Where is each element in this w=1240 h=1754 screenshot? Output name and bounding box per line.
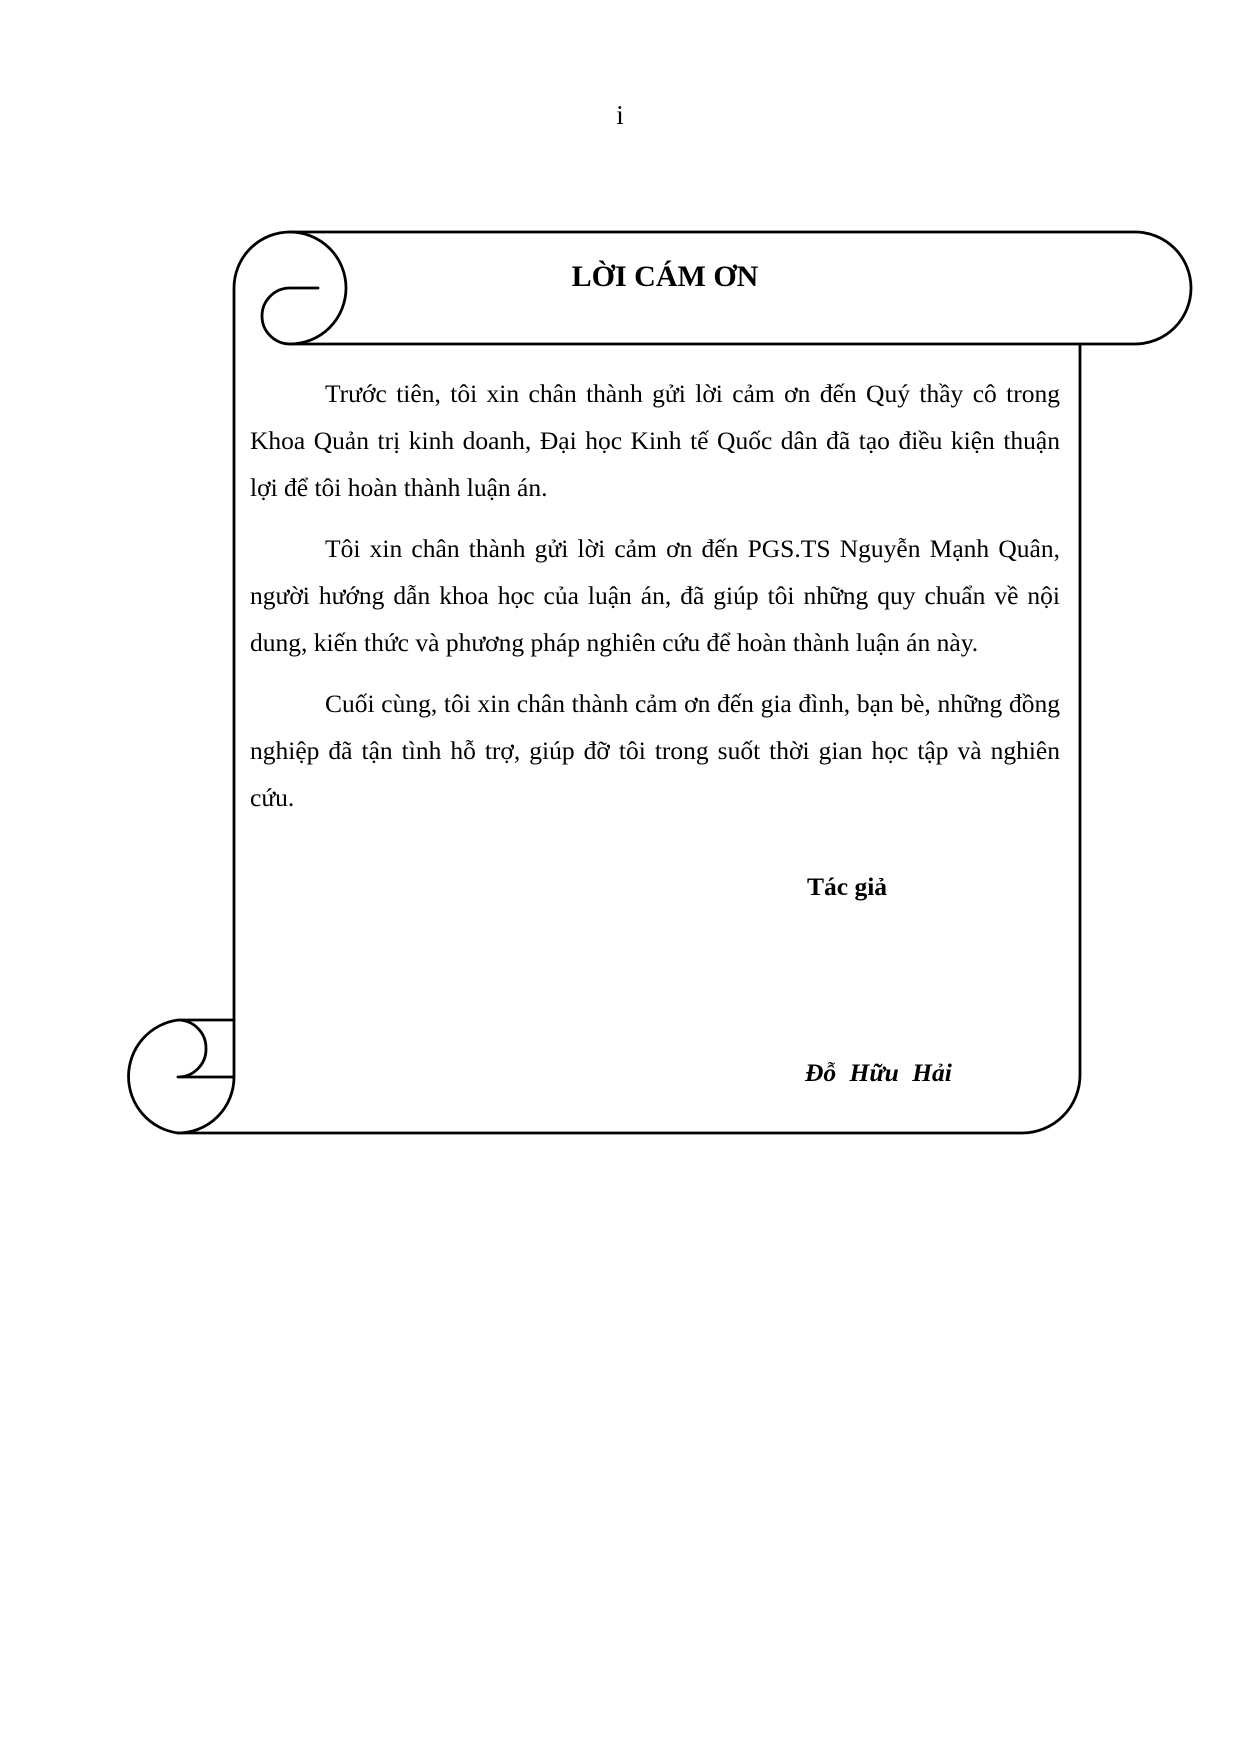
page-title: LỜI CÁM ƠN xyxy=(571,260,759,293)
scroll-bottom-left-curl xyxy=(129,1020,234,1133)
author-name: Đỗ Hữu Hải xyxy=(805,1058,952,1087)
paragraph-2: Tôi xin chân thành gửi lời cảm ơn đến PGS.TS Nguyễn Mạnh Quân, người hướng dẫn khoa học của luận án, đã giúp tôi những quy chuẩn về nội dung, kiến thức và phương pháp nghiên cứu để hoàn thành luận án này. xyxy=(250,534,1060,657)
page-number: i xyxy=(616,100,624,130)
paragraph-1: Trước tiên, tôi xin chân thành gửi lời cảm ơn đến Quý thầy cô trong Khoa Quản trị kinh doanh, Đại học Kinh tế Quốc dân đã tạo điều kiện thuận lợi để tôi hoàn thành luận án. xyxy=(250,379,1060,502)
paragraph-3: Cuối cùng, tôi xin chân thành cảm ơn đến gia đình, bạn bè, những đồng nghiệp đã tận tình hỗ trợ, giúp đỡ tôi trong suốt thời gian học tập và nghiên cứu. xyxy=(250,689,1060,812)
scroll-top-left-curl xyxy=(262,232,346,344)
acknowledgement-body xyxy=(250,370,1060,835)
author-label: Tác giả xyxy=(807,872,888,901)
